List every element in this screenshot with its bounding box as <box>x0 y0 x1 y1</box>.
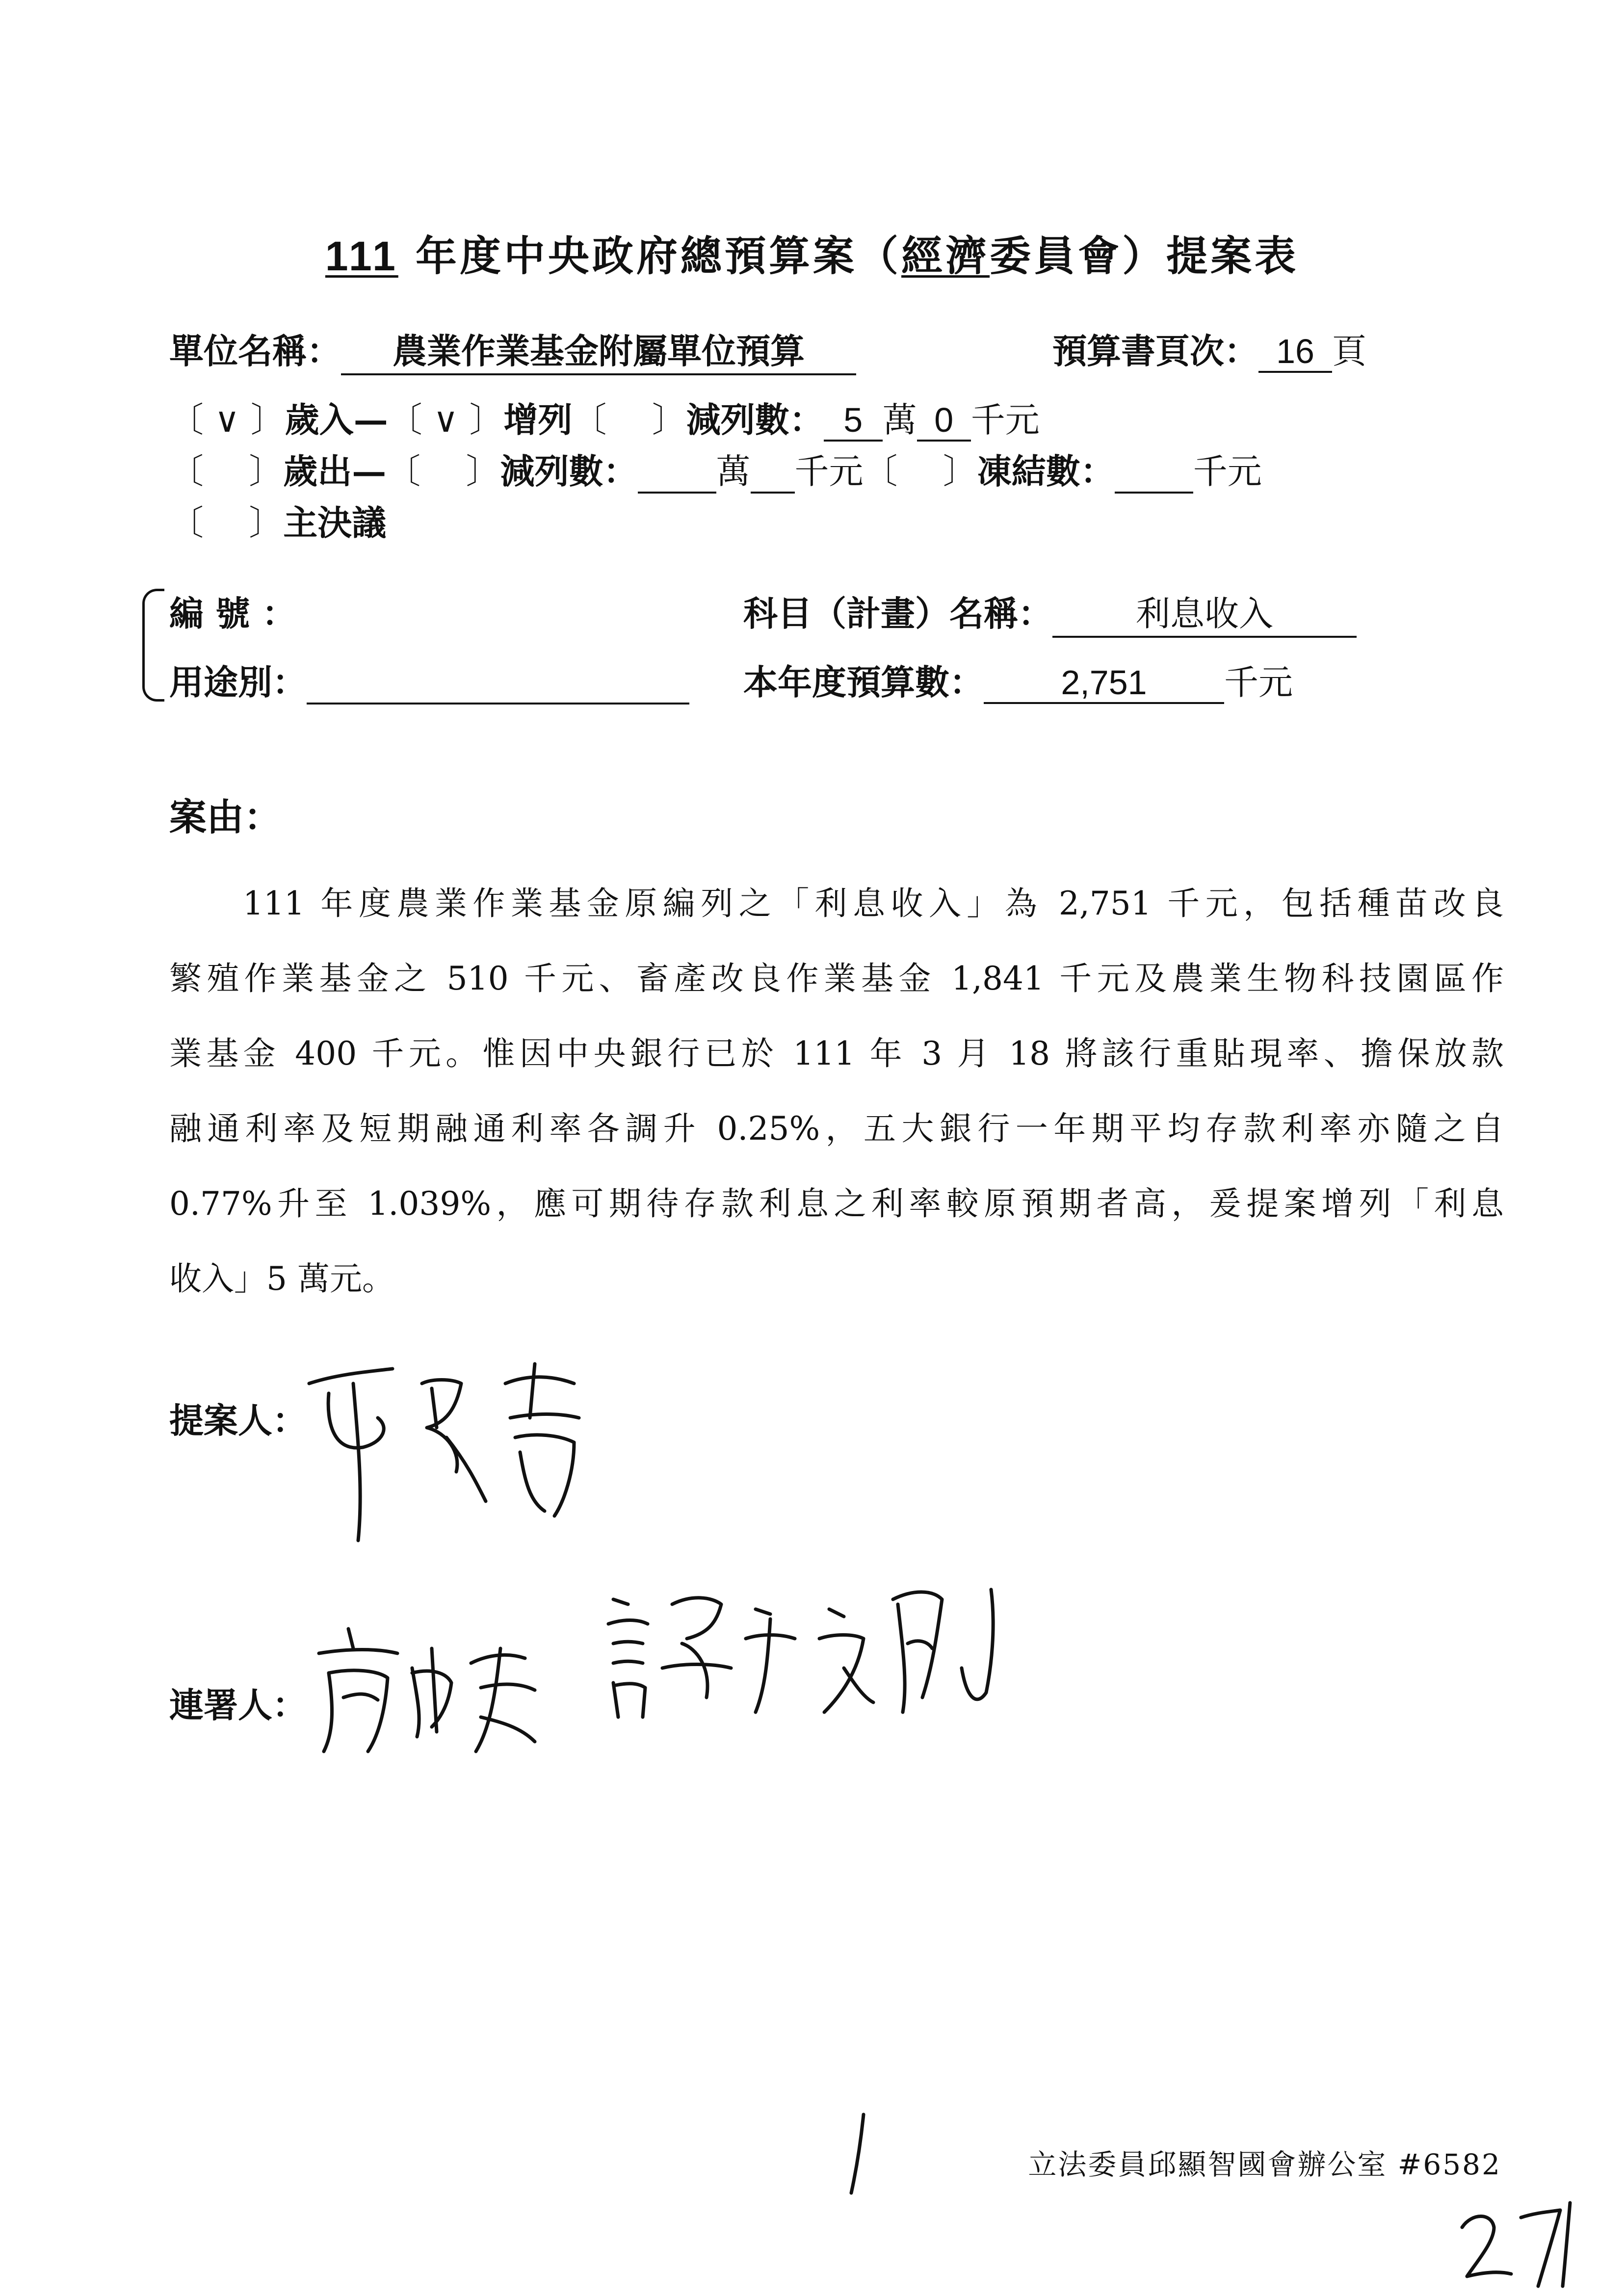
item-budget-value: 2,751 <box>984 663 1224 704</box>
exp-qian-unit: 千元 <box>794 451 864 492</box>
item-budget-label: 本年度預算數： <box>743 662 984 703</box>
checkbox-freeze[interactable]: 〔 〕 <box>863 451 977 492</box>
option-line-revenue <box>169 392 1040 442</box>
amount-wan: 5 <box>824 400 883 442</box>
page-title <box>0 223 1624 283</box>
item-subject-value: 利息收入 <box>1052 586 1357 638</box>
item-brace <box>142 589 164 702</box>
page-ref-label: 預算書頁次： <box>1052 331 1258 371</box>
wan-unit: 萬 <box>882 400 917 440</box>
title-text-a: 年度中央政府總預算案（ <box>398 232 902 280</box>
freeze-label: 凍結數： <box>977 451 1115 492</box>
resolution-label: 主決議 <box>283 502 387 543</box>
page-ref-value: 16 <box>1258 332 1332 373</box>
cosigner-label: 連署人： <box>169 1685 307 1725</box>
reason-line: 收入」5 萬元。 <box>169 1260 394 1298</box>
amount-qian: 0 <box>917 400 971 442</box>
item-budget-unit: 千元 <box>1224 662 1293 703</box>
cosigner-signature-1 <box>304 1619 550 1766</box>
item-subject-row <box>743 586 1357 638</box>
freeze-unit: 千元 <box>1193 451 1262 492</box>
option-line-expenditure <box>169 444 1262 494</box>
handwritten-number <box>1452 2193 1580 2291</box>
page-ref-unit: 頁 <box>1332 331 1366 371</box>
item-purpose-blank <box>307 662 689 704</box>
reason-line: 繁殖作業基金之 510 千元、畜產改良作業基金 1,841 千元及農業生物科技園區作 <box>169 960 1504 997</box>
checkbox-resolution[interactable]: 〔 〕 <box>169 503 284 543</box>
handwritten-page-mark <box>839 2110 878 2198</box>
qian-unit: 千元 <box>970 400 1040 440</box>
reason-line: 業基金 400 千元。惟因中央銀行已於 111 年 3 月 18 將該行重貼現率、擔保放款 <box>169 1035 1504 1072</box>
proposer-label: 提案人： <box>169 1400 307 1441</box>
reason-line: 融通利率及短期融通利率各調升 0.25%，五大銀行一年期平均存款利率亦隨之自 <box>169 1110 1504 1148</box>
checkbox-revenue[interactable]: 〔 ∨ 〕 <box>169 400 285 440</box>
increase-label: 增列 <box>503 399 573 440</box>
checkbox-decrease[interactable]: 〔 〕 <box>572 400 686 440</box>
item-subject-label: 科目（計畫）名稱： <box>743 593 1052 634</box>
footer-office: 立法委員邱顯智國會辦公室 #6582 <box>1028 2148 1501 2181</box>
expenditure-label: 歲出— <box>283 451 387 492</box>
reason-line: 111 年度農業作業基金原編列之「利息收入」為 2,751 千元，包括種苗改良 <box>243 885 1504 922</box>
checkbox-exp-decrease[interactable]: 〔 〕 <box>386 451 500 492</box>
unit-value: 農業作業基金附屬單位預算 <box>341 324 856 375</box>
decrease-label: 減列數： <box>686 399 824 440</box>
item-number-label: 編 號 ： <box>169 593 296 634</box>
revenue-label: 歲入— <box>285 399 388 440</box>
exp-wan-unit: 萬 <box>716 451 751 492</box>
item-budget-row <box>743 655 1293 704</box>
title-committee: 經濟 <box>901 232 990 280</box>
title-text-b: 委員會）提案表 <box>990 232 1299 280</box>
reason-line: 0.77%升至 1.039%，應可期待存款利息之利率較原預期者高，爰提案增列「利息 <box>169 1185 1504 1223</box>
unit-label: 單位名稱： <box>169 331 341 371</box>
proposer-signature <box>299 1354 603 1560</box>
exp-qian-blank <box>751 451 795 494</box>
exp-decrease-label: 減列數： <box>500 451 638 492</box>
exp-wan-blank <box>638 451 716 494</box>
unit-row <box>169 324 856 375</box>
reason-body <box>169 866 1504 1316</box>
checkbox-increase[interactable]: 〔 ∨ 〕 <box>388 400 504 440</box>
reason-heading: 案由： <box>169 795 281 839</box>
item-purpose-label: 用途別： <box>169 662 307 703</box>
page-ref-row <box>1052 324 1366 373</box>
checkbox-expenditure[interactable]: 〔 〕 <box>169 451 284 492</box>
freeze-blank <box>1115 451 1193 494</box>
item-purpose-row <box>169 655 689 704</box>
cosigner-signature-2 <box>599 1570 1001 1737</box>
title-year: 111 <box>325 233 398 279</box>
option-line-resolution <box>169 496 386 545</box>
